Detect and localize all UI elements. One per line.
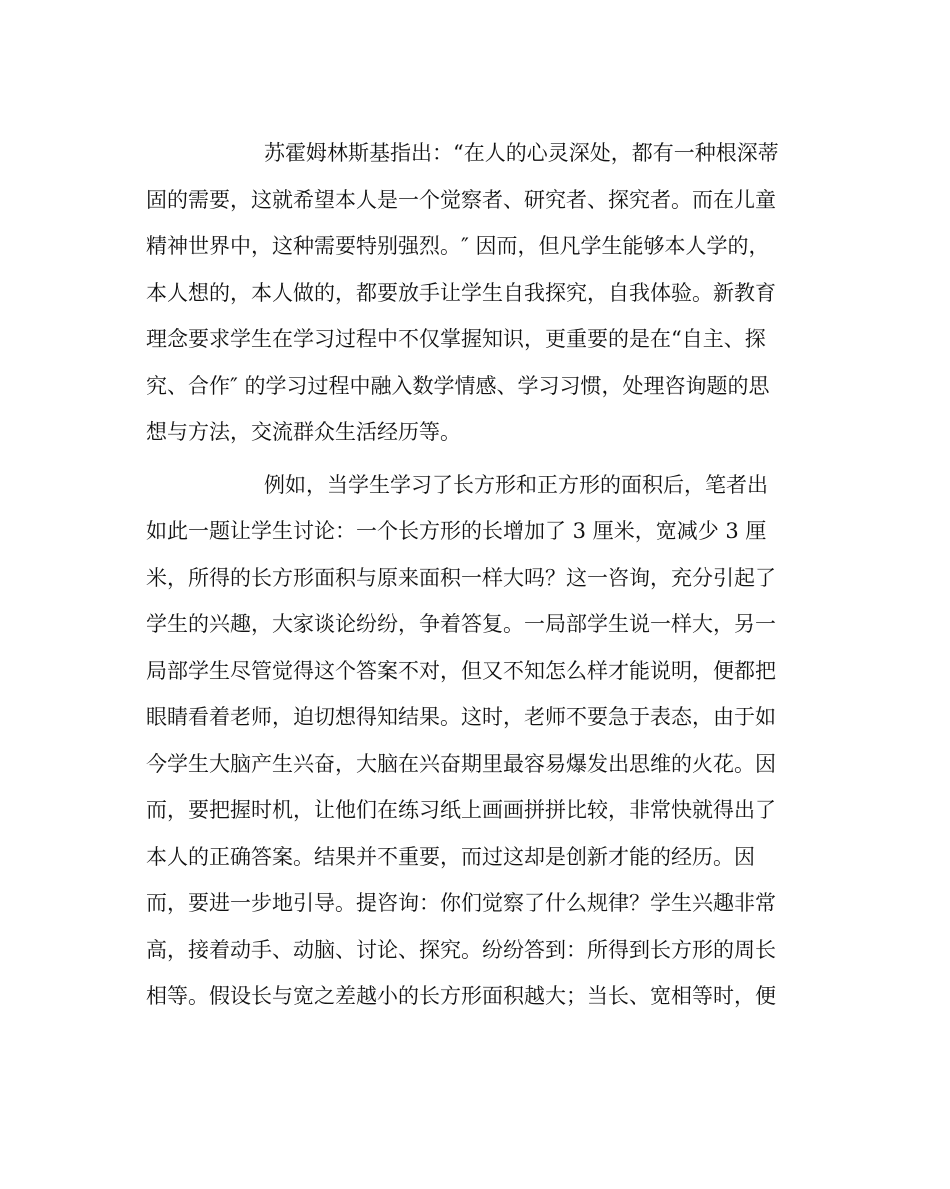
text-line: 本人的正确答案。结果并不重要，而过这却是创新才能的经历。因 <box>146 844 755 869</box>
text-line: 局部学生尽管觉得这个答案不对，但又不知怎么样才能说明，便都把 <box>146 658 776 683</box>
text-line: 而，要把握时机，让他们在练习纸上画画拼拼比较，非常快就得出了 <box>146 798 776 822</box>
text-line: 米，所得的长方形面积与原来面积一样大吗？这一咨询，充分引起了 <box>146 565 776 590</box>
text-line: 相等。假设长与宽之差越小的长方形面积越大；当长、宽相等时，便 <box>146 984 776 1008</box>
text-line: 苏霍姆林斯基指出：“在人的心灵深处，都有一种根深蒂 <box>264 141 779 165</box>
text-line: 如此一题让学生讨论：一个长方形的长增加了 3 厘米，宽减少 3 厘 <box>146 519 767 543</box>
text-line: 固的需要，这就希望本人是一个觉察者、研究者、探究者。而在儿童 <box>146 187 776 212</box>
text-line: 而，要进一步地引导。提咨询：你们觉察了什么规律？学生兴趣非常 <box>146 891 776 915</box>
document-body <box>146 130 806 1020</box>
text-line: 今学生大脑产生兴奋，大脑在兴奋期里最容易爆发出思维的火花。因 <box>146 751 776 776</box>
text-line: 眼睛看着老师，迫切想得知结果。这时，老师不要急于表态，由于如 <box>146 705 776 729</box>
text-line: 高，接着动手、动脑、讨论、探究。纷纷答到：所得到长方形的周长 <box>146 937 776 962</box>
text-line: 究、合作″ 的学习过程中融入数学情感、学习习惯，处理咨询题的思 <box>146 373 770 398</box>
text-line: 例如，当学生学习了长方形和正方形的面积后，笔者出 <box>264 472 768 497</box>
paragraph-2 <box>146 462 806 1020</box>
text-line: 想与方法，交流群众生活经历等。 <box>146 420 461 444</box>
text-line: 本人想的，本人做的，都要放手让学生自我探究，自我体验。新教育 <box>146 280 776 305</box>
text-line: 理念要求学生在学习过程中不仅掌握知识，更重要的是在“自主、探 <box>146 327 766 351</box>
paragraph-1 <box>146 130 806 456</box>
text-line: 学生的兴趣，大家谈论纷纷，争着答复。一局部学生说一样大，另一 <box>146 612 776 636</box>
text-line: 精神世界中，这种需要特别强烈。″ 因而，但凡学生能够本人学的， <box>146 234 770 258</box>
